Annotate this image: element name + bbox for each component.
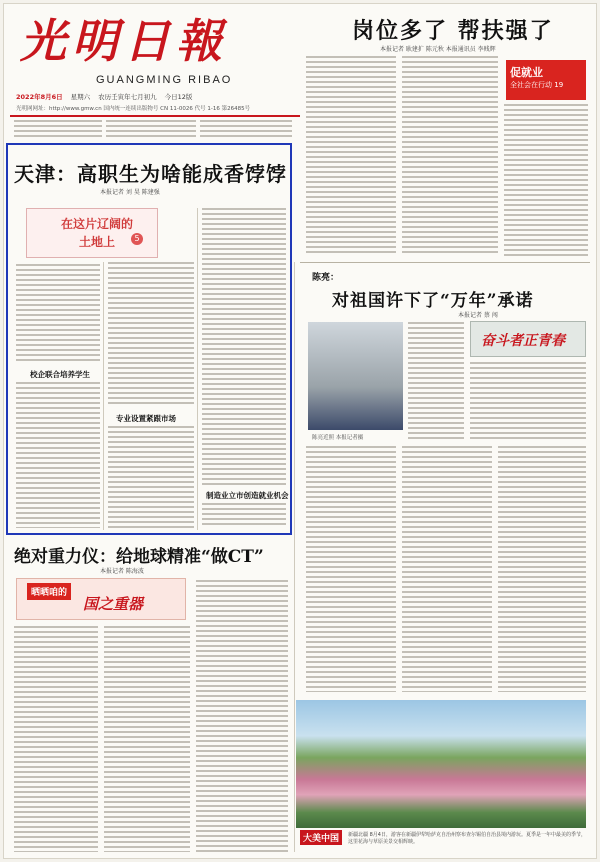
column-title-line2: 土地上 xyxy=(79,235,116,249)
text-block xyxy=(306,56,396,256)
headline-tianjin: 天津：高职生为啥能成香饽饽 xyxy=(14,162,287,186)
headline-jobs: 岗位多了 帮扶强了 xyxy=(352,18,554,44)
headline-chenliang: 对祖国许下了“万年”承诺 xyxy=(332,291,534,311)
byline-jobs: 本报记者 耿建扩 陈元秋 本报通讯员 李贱辉 xyxy=(380,46,496,53)
column-badge-guozhongqi xyxy=(16,578,186,620)
text-block xyxy=(16,264,100,364)
photo-column-tag: 大美中国 xyxy=(300,830,342,845)
kicker-chenliang: 陈亮： xyxy=(312,273,340,283)
banner-subtitle: 全社会在行动 xyxy=(510,81,552,89)
page-count: 今日12版 xyxy=(164,93,193,101)
portrait-photo xyxy=(308,322,403,430)
publication-info: 光明网网址：http://www.gmw.cn 国内统一连续出版物号 CN 11-0026 代号 1-16 第26485号 xyxy=(16,106,251,112)
masthead-rule xyxy=(10,115,300,117)
text-block xyxy=(16,382,100,528)
column-sticker xyxy=(470,321,586,357)
dateline xyxy=(16,92,306,102)
headline-gravimeter: 绝对重力仪：给地球精准“做CT” xyxy=(14,547,264,567)
text-block xyxy=(202,208,286,486)
photo-caption: 陈亮近照 本报记者摄 xyxy=(312,435,364,441)
text-block xyxy=(200,120,292,140)
text-block xyxy=(14,626,98,852)
text-block xyxy=(106,120,196,140)
issue-date: 2022年8月6日 xyxy=(16,93,63,101)
column-rule xyxy=(103,262,104,530)
banner-title: 促就业 xyxy=(510,66,543,79)
text-block xyxy=(196,580,288,852)
text-block xyxy=(408,322,464,442)
masthead-pinyin: GUANGMING RIBAO xyxy=(96,74,233,86)
text-block xyxy=(108,262,194,407)
sticker-label: 奋斗者正青春 xyxy=(481,333,565,349)
text-block xyxy=(498,446,586,692)
text-block xyxy=(306,446,396,692)
byline-tianjin: 本报记者 刘 昊 陈建强 xyxy=(100,189,160,196)
text-block xyxy=(14,120,102,140)
column-rule xyxy=(197,208,198,530)
text-block xyxy=(470,362,586,442)
text-block xyxy=(202,503,286,527)
weekday: 星期六 xyxy=(70,93,91,101)
subhead-manufacturing: 制造业立市创造就业机会 xyxy=(206,491,289,500)
text-block xyxy=(402,56,498,256)
column-title-line1: 在这片辽阔的 xyxy=(61,217,134,231)
column-rule xyxy=(294,262,295,852)
column-number: 5 xyxy=(131,233,143,245)
subhead-majors: 专业设置紧跟市场 xyxy=(116,414,176,423)
banner-number: 19 xyxy=(554,81,564,89)
badge-big-label: 国之重器 xyxy=(83,595,144,613)
lunar-date: 农历壬寅年七月初九 xyxy=(98,93,157,101)
newspaper-logo: 光明日報 xyxy=(20,14,228,68)
landscape-caption: 新疆北疆 8月4日，游客在新疆伊犁哈萨克自治州察布查尔锡伯自治县境内游玩。夏季是一年中最美的季节，这里花海与草原美景交相辉映。 xyxy=(348,832,586,845)
text-block xyxy=(104,626,190,852)
column-logo xyxy=(26,208,158,258)
text-block xyxy=(108,426,194,528)
section-divider xyxy=(300,262,590,263)
byline-chenliang: 本报记者 蔡 闯 xyxy=(458,312,498,319)
text-block xyxy=(402,446,492,692)
subhead-training: 校企联合培养学生 xyxy=(30,370,90,379)
employment-banner xyxy=(506,60,586,100)
text-block xyxy=(504,104,588,256)
landscape-photo xyxy=(296,700,586,828)
badge-small-label: 晒晒咱的 xyxy=(27,583,71,600)
byline-gravimeter: 本报记者 陈海波 xyxy=(100,568,144,575)
